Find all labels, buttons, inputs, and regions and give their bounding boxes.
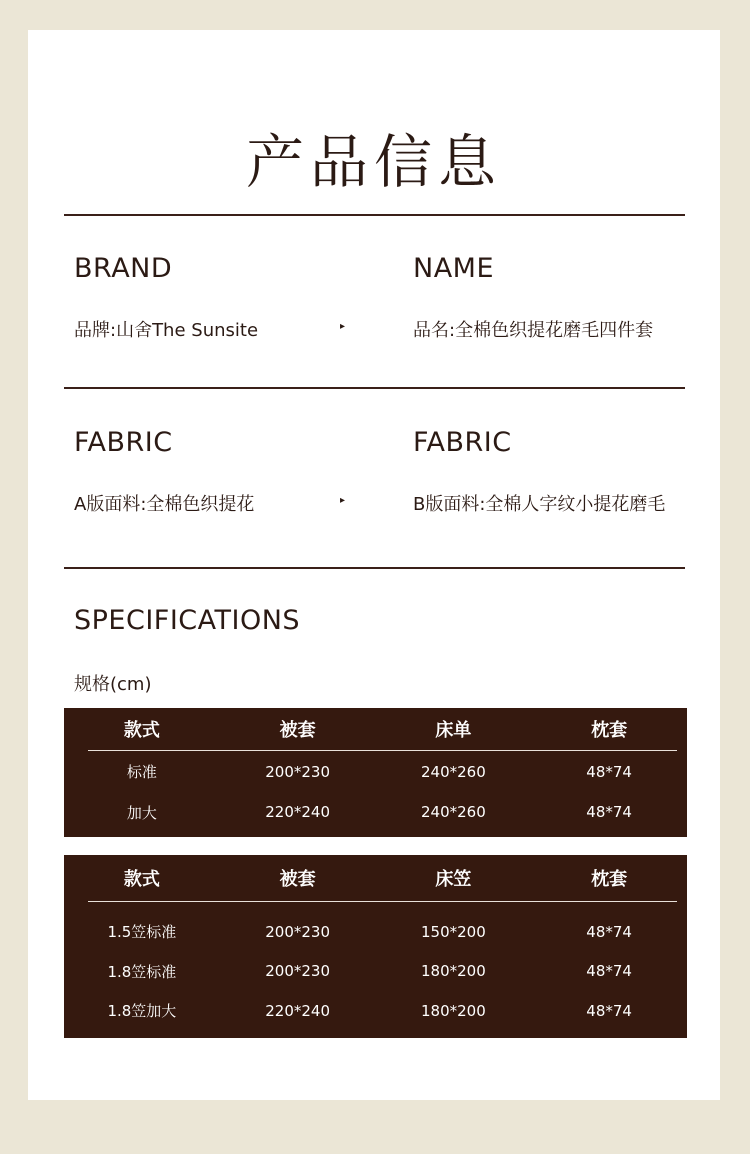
table-header: 枕套 [591,869,628,890]
table-cell: 48*74 [586,803,632,821]
table-cell: 48*74 [586,922,632,941]
table-row [64,792,687,832]
table-header: 枕套 [591,720,628,741]
table-header: 款式 [123,720,160,741]
table-cell: 240*260 [420,803,486,821]
fabric-b-heading: FABRIC [413,427,512,458]
unit-label: 规格(cm) [74,674,152,695]
table-cell: 48*74 [586,962,632,980]
divider [64,214,685,216]
spec-table-standard [64,708,687,837]
specifications-heading: SPECIFICATIONS [74,605,301,636]
table-header: 款式 [123,869,160,890]
table-cell: 240*260 [420,762,486,781]
table-cell: 220*240 [265,1001,330,1020]
table-cell: 200*230 [265,962,330,980]
table-row [64,951,687,991]
fabric-a-text: A版面料:全棉色织提花 [74,494,255,515]
page-title: 产品信息 [245,128,502,196]
table-cell: 48*74 [586,1001,632,1020]
table-cell: 180*200 [420,962,486,980]
table-row [64,991,687,1030]
table-header-row [64,708,687,750]
fabric-b-text: B版面料:全棉人字纹小提花磨毛 [413,494,666,515]
table-cell: 1.8笠加大 [107,1002,177,1020]
table-cell: 1.8笠标准 [107,962,177,981]
table-cell: 180*200 [420,1001,486,1020]
table-cell: 1.5笠标准 [107,923,177,941]
table-row [64,751,687,792]
arrow-right-icon: ▸ [340,321,346,332]
divider [64,387,685,389]
brand-text: 品牌:山舍The Sunsite [74,320,259,341]
table-cell: 200*230 [265,762,330,781]
table-row [64,912,687,951]
table-header: 被套 [279,869,316,890]
table-cell: 标准 [126,763,157,781]
brand-heading: BRAND [74,253,173,284]
table-cell: 200*230 [265,922,330,941]
product-info-card [28,30,720,1100]
arrow-right-icon: ▸ [340,495,346,506]
table-cell: 48*74 [586,762,632,781]
table-header: 床笠 [435,869,472,890]
table-header-row [64,855,687,901]
fabric-a-heading: FABRIC [74,427,173,458]
table-header: 床单 [435,720,472,741]
table-header: 被套 [279,720,316,741]
table-cell: 150*200 [420,922,486,941]
spec-table-fitted [64,855,687,1038]
divider [64,567,685,569]
table-cell: 加大 [126,803,157,822]
name-heading: NAME [413,253,495,284]
name-text: 品名:全棉色织提花磨毛四件套 [413,320,654,341]
table-cell: 220*240 [265,803,330,821]
